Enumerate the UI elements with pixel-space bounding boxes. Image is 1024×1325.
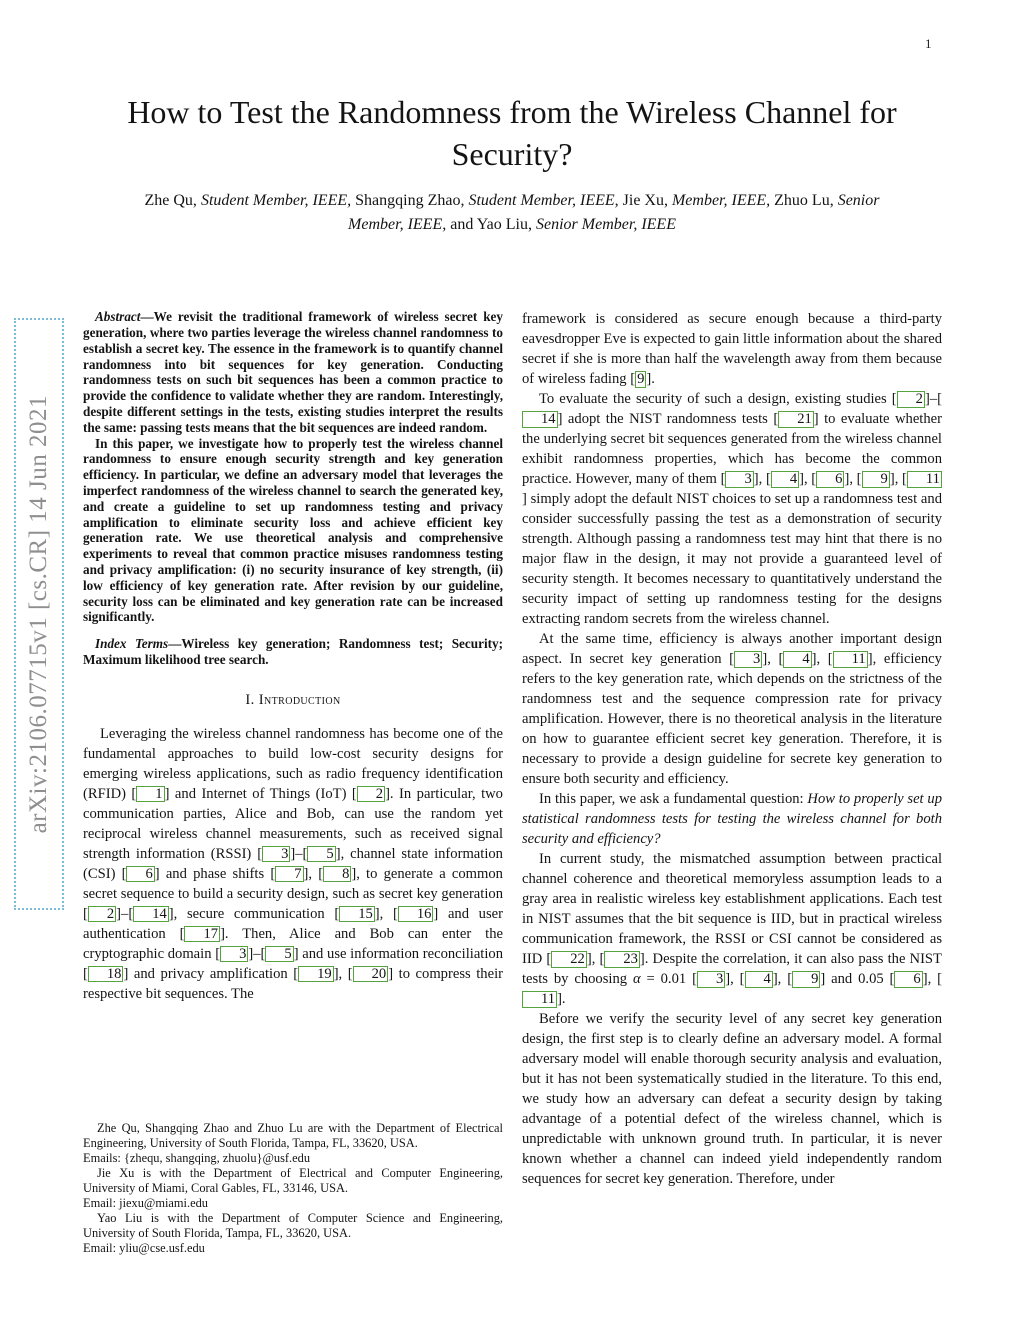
arxiv-watermark [14,318,64,910]
citation-link[interactable]: 8 [323,866,351,883]
right-paragraph-2: To evaluate the security of such a design, existing studies [ 2 ]–[14 ] adopt the NIST randomness tests [ 21 ] to evaluate whether the underlying secret bit sequences generated from the wireless channel exhibit randomness properties, which has become the common practice. However, many of them [ 3 ], [ 4 ], [ 6 ], [ 9 ], [ 11] simply adopt the default NIST choices to set up a randomness test and consider successfully passing the test as a demonstration of security strength. Although passing a randomness test may hint that there is no major flaw in the design, it may not provide a guaranteed level of security stength. It becomes necessary to quantitatively understand the security impact of setting up randomness testing for the designs extracting random secrets from the wireless channel. [522,391,943,628]
footnote-email-line: Email: yliu@cse.usf.edu [83,1241,205,1256]
right-paragraph-4: In this paper, we ask a fundamental question: How to properly set up statistical randomness tests for testing the wireless channel for both security and efficiency? [522,791,942,848]
citation-link[interactable]: 7 [275,866,303,883]
left-column [83,309,503,1256]
abstract-section [83,309,503,625]
citation-link[interactable]: 5 [307,846,335,863]
citation-link[interactable]: 2 [357,786,385,803]
citation-link[interactable]: 20 [353,966,389,983]
arxiv-watermark-text: arXiv:2106.07715v1 [cs.CR] 14 Jun 2021 [25,394,52,834]
citation-link[interactable]: 11 [833,651,868,668]
citation-link[interactable]: 23 [604,951,640,968]
intro-paragraph: Leveraging the wireless channel randomness has become one of the fundamental approaches to build low-cost security designs for emerging wireless applications, such as radio frequency identification (RFID) [ 1 ] and Internet of Things (IoT) [ 2 ]. In particular, two communication parties, Alice and Bob, can use the random yet reciprocal wireless channel measurements, such as received signal strength information (RSSI) [ 3 ]–[ 5 ], channel state information (CSI) [ 6 ] and phase shifts [ 7 ], [ 8 ], to generate a common secret sequence to build a security design, such as secret key generation [ 2 ]–[ 14 ], secure communication [ 15 ], [ 16 ] and user authentication [ 17 ]. Then, Alice and Bob can enter the cryptographic domain [ 3 ]–[ 5 ] and use information reconciliation [ 18 ] and privacy amplification [ 19 ], [ 20 ] to compress their respective bit sequences. The [83,725,503,1002]
paper-title: How to Test the Randomness from the Wireless Channel for Security? [127,94,897,172]
footnote-line: Zhe Qu, Shangqing Zhao and Zhuo Lu are with the Department of Electrical Engineering, University of South Florida, Tampa, FL, 33620, USA. [83,1121,503,1151]
citation-link[interactable]: 16 [398,906,434,923]
citation-link[interactable]: 19 [298,966,334,983]
citation-link[interactable]: 15 [339,906,375,923]
author-line: Zhe Qu, Student Member, IEEE, Shangqing Zhao, Student Member, IEEE, Jie Xu, Member, IEEE, Zhuo Lu, Senior Member, IEEE, and Yao Liu, Senior Member, IEEE [144,192,880,234]
right-column [522,309,942,1256]
citation-link[interactable]: 2 [897,391,925,408]
citation-link[interactable]: 1 [136,786,164,803]
paper-header [0,0,1024,237]
citation-link[interactable]: 4 [783,651,811,668]
citation-link[interactable]: 5 [265,946,293,963]
citation-link[interactable]: 9 [862,471,890,488]
abstract-paragraph-2: In this paper, we investigate how to properly test the wireless channel randomness to ensure enough security strength and key generation efficiency. In particular, we define an adversary model that leverages the imperfect randomness of the wireless channel to search the generated key, and create a guideline to set up randomness testing and privacy amplification to eliminate security loss and achieve efficient key generation rate. We use theoretical analysis and comprehensive experiments to reveal that common practice misuses randomness testing and privacy amplification: (i) no security insurance of key strength, (ii) low efficiency of key generation rate. After revision by our guideline, security loss can be eliminated and key generation rate can be increased significantly. [83,435,503,625]
citation-link[interactable]: 6 [816,471,844,488]
citation-link[interactable]: 22 [551,951,587,968]
right-paragraph-5: In current study, the mismatched assumption between practical channel coherence and theoretical memoryless assumption leads to a gray area in realistic wireless key establishment applications. Each test in NIST assumes that the bit sequence is IID, but in practical wireless communication framework, the RSSI or CSI cannot be considered as IID [ 22 ], [ 23 ]. Despite the correlation, it can also pass the NIST tests by choosing α = 0.01 [ 3 ], [ 4 ], [ 9 ] and 0.05 [ 6 ], [11 ]. [522,851,942,1008]
citation-link[interactable]: 14 [133,906,169,923]
citation-link[interactable]: 2 [88,906,116,923]
citation-link[interactable]: 17 [184,926,220,943]
citation-link[interactable]: 6 [126,866,154,883]
right-paragraph-6: Before we verify the security level of any secret key generation design, the first step is to clearly define an adversary model. A formal adversary model will enable thorough security analysis and evaluation, but it has not been systematically studied in the literature. To this end, we study how an adversary can defeat a security design by taking advantage of a potential defect of the wireless channel, which is unpredictable with unknown ground truth. In particular, it is never known whether a channel can indeed yield independently random sequences for secret key generation. Therefore, under [522,1011,942,1188]
footnote-email-line: Email: jiexu@miami.edu [83,1196,208,1211]
citation-link[interactable]: 3 [220,946,248,963]
citation-link[interactable]: 14 [522,411,558,428]
citation-link[interactable]: 9 [637,371,645,388]
citation-link[interactable]: 3 [734,651,762,668]
index-terms: Index Terms—Wireless key generation; Randomness test; Security; Maximum likelihood tree search. [83,636,503,667]
footnote-line: Jie Xu is with the Department of Electrical and Computer Engineering, University of Miami, Coral Gables, FL, 33146, USA. [83,1166,503,1196]
right-paragraph-1: framework is considered as secure enough because a third-party eavesdropper Eve is expected to gain little information about the shared secret if she is more than half the wavelength away from them because of wireless fading [ 9 ]. [522,311,942,388]
citation-link[interactable]: 3 [697,971,725,988]
citation-link[interactable]: 3 [725,471,753,488]
citation-link[interactable]: 11 [522,991,557,1008]
citation-link[interactable]: 21 [778,411,814,428]
footnote-line: Yao Liu is with the Department of Computer Science and Engineering, University of South Florida, Tampa, FL, 33620, USA. [83,1211,503,1241]
citation-link[interactable]: 9 [792,971,820,988]
citation-link[interactable]: 3 [262,846,290,863]
section-heading-introduction: I. Introduction [245,691,341,708]
citation-link[interactable]: 4 [745,971,773,988]
citation-link[interactable]: 6 [894,971,922,988]
citation-link[interactable]: 18 [88,966,124,983]
right-paragraph-3: At the same time, efficiency is always another important design aspect. In secret key generation [ 3 ], [ 4 ], [ 11 ], efficiency refers to the key generation rate, which depends on the strictness of the randomness test and the sequence compression rate for privacy amplification. However, there is no theoretical analysis in the literature on how to guarantee efficient secret key generation. Therefore, it is necessary to provide a design guideline for secrete key generation to ensure both security and efficiency. [522,631,942,788]
abstract-paragraph-1: Abstract—We revisit the traditional framework of wireless secret key generation, where two parties leverage the wireless channel randomness to establish a secret key. The essence in the framework is to quantify channel randomness into bit sequences for key generation. Conducting randomness tests on such bit sequences has been a common practice to provide the confidence to validate whether they are random. Interestingly, despite different settings in the tests, existing studies interpret the results the same: passing tests means that the bit sequences are indeed random. [83,309,503,435]
citation-link[interactable]: 11 [907,471,942,488]
two-column-body [0,309,1024,1256]
citation-link[interactable]: 4 [771,471,799,488]
author-affiliations-footnote [83,1121,503,1256]
page-number: 1 [925,36,932,51]
footnote-email-line: Emails: {zhequ, shangqing, zhuolu}@usf.edu [83,1151,311,1166]
